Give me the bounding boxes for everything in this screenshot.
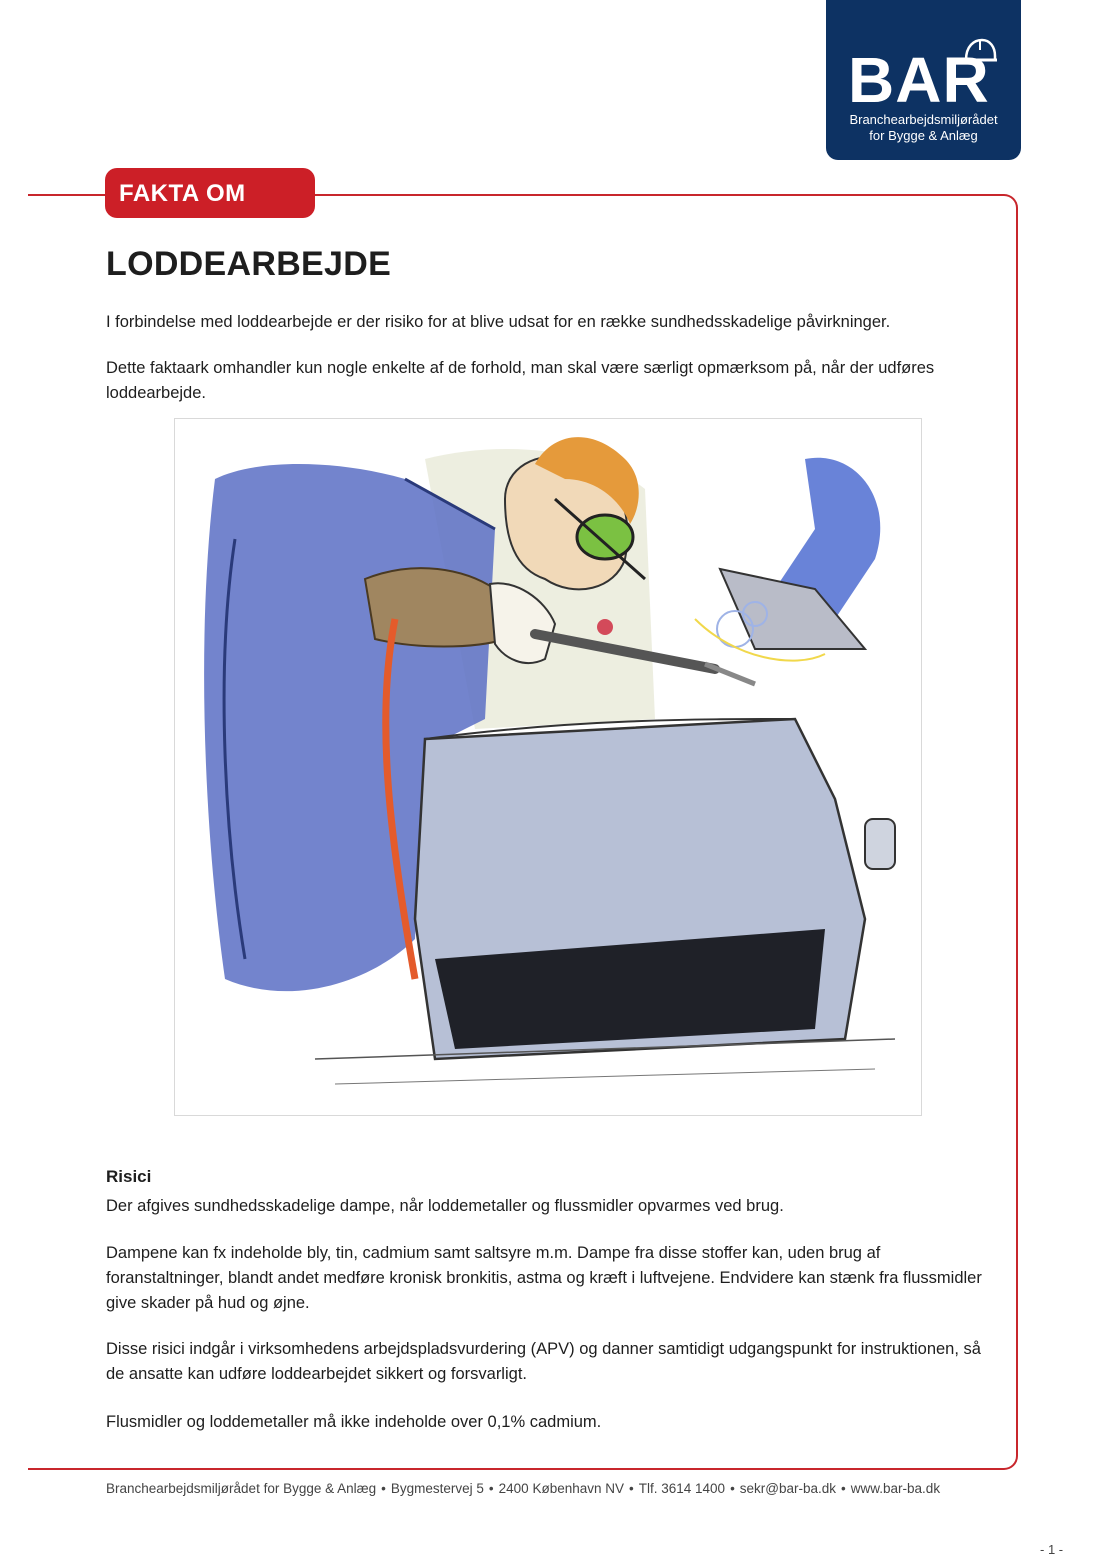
footer-phone: Tlf. 3614 1400 bbox=[638, 1481, 726, 1496]
footer-address: Bygmestervej 5 bbox=[390, 1481, 484, 1496]
intro-paragraph-1: I forbindelse med loddearbejde er der risiko for at blive udsat for en række sundhedsskadelige påvirkninger. bbox=[106, 313, 891, 331]
page-title: LODDEARBEJDE bbox=[106, 245, 392, 283]
footer-email[interactable]: sekr@bar-ba.dk bbox=[739, 1481, 837, 1496]
logo-wordmark: BAR bbox=[848, 44, 990, 116]
risici-paragraph-1: Der afgives sundhedsskadelige dampe, når loddemetaller og flussmidler opvarmes ved brug. bbox=[106, 1197, 784, 1215]
footer: Branchearbejdsmiljørådet for Bygge & Anlæg • Bygmestervej 5 • 2400 København NV • Tlf. 3614 1400 • sekr@bar-ba.dk • www.bar-ba.dk bbox=[106, 1481, 941, 1496]
logo-subtitle: Branchearbejdsmiljørådet for Bygge & Anlæg bbox=[849, 112, 998, 143]
risici-paragraph-2: Dampene kan fx indeholde bly, tin, cadmium samt saltsyre m.m. Dampe fra disse stoffer kan, uden brug af foranstaltninger, blandt andet medføre kronisk bronkitis, astma og kræft i luftvejene. Endvidere kan stænk fra flussmidler give skader på hud og øjne. bbox=[106, 1244, 982, 1312]
intro-paragraph-2: Dette faktaark omhandler kun nogle enkelte af de forhold, man skal være særligt opmærksom på, når der udføres loddearbejde. bbox=[106, 359, 935, 402]
soldering-illustration bbox=[174, 418, 922, 1116]
fakta-om-tab: FAKTA OM bbox=[105, 168, 315, 218]
page-number: - 1 - bbox=[1040, 1542, 1064, 1557]
risici-heading: Risici bbox=[106, 1167, 152, 1186]
risici-paragraph-3: Disse risici indgår i virksomhedens arbejdspladsvurdering (APV) og danner samtidigt udgangspunkt for instruktionen, så de ansatte kan udføre loddearbejdet sikkert og forsvarligt. bbox=[106, 1340, 981, 1383]
soldering-worker-drawing bbox=[175, 419, 921, 1115]
helmet-icon bbox=[962, 36, 998, 66]
bar-logo bbox=[826, 0, 1021, 160]
footer-city: 2400 København NV bbox=[498, 1481, 624, 1496]
footer-org: Branchearbejdsmiljørådet for Bygge & Anlæg bbox=[106, 1481, 377, 1496]
footer-website[interactable]: www.bar-ba.dk bbox=[850, 1481, 941, 1496]
risici-paragraph-4: Flusmidler og loddemetaller må ikke indeholde over 0,1% cadmium. bbox=[106, 1413, 602, 1431]
